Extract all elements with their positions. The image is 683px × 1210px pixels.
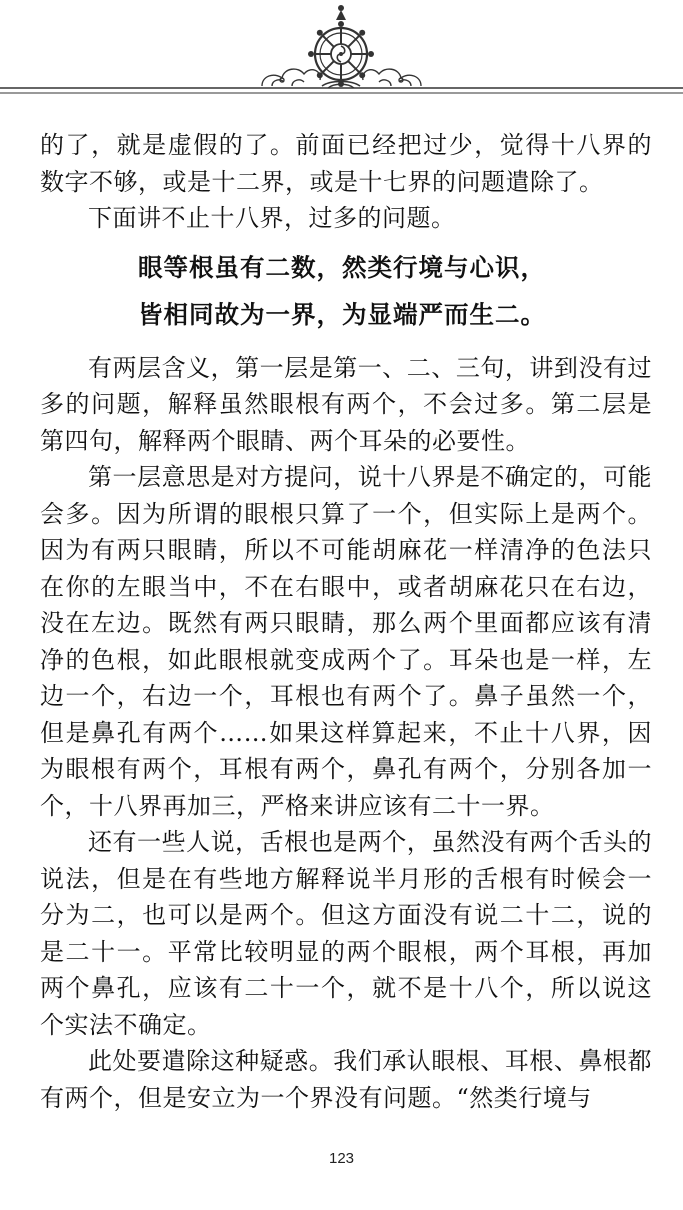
page-header: [0, 0, 683, 110]
page-body: [40, 127, 652, 1116]
body-paragraph: 有两层含义，第一层是第一、二、三句，讲到没有过多的问题，解释虽然眼根有两个，不会过多。第二层是第四句，解释两个眼睛、两个耳朵的必要性。: [40, 353, 652, 455]
page-number: 123: [328, 1150, 355, 1167]
body-paragraph: 第一层意思是对方提问，说十八界是不确定的，可能会多。因为所谓的眼根只算了一个，但实际上是两个。因为有两只眼睛，所以不可能胡麻花一样清净的色法只在你的左眼当中，不在右眼中，或者胡麻花只在右边，没在左边。既然有两只眼睛，那么两个里面都应该有清净的色根，如此眼根就变成两个了。耳朵也是一样，左边一个，右边一个，耳根也有两个了。鼻子虽然一个，但是鼻孔有两个……如果这样算起来，不止十八界，因为眼根有两个，耳根有两个，鼻孔有两个，分别各加一个，十八界再加三，严格来讲应该有二十一界。: [40, 463, 652, 820]
body-paragraph: 此处要遣除这种疑惑。我们承认眼根、耳根、鼻根都有两个，但是安立为一个界没有问题。“然类行境与: [40, 1047, 652, 1112]
body-paragraph: 下面讲不止十八界，过多的问题。: [88, 204, 456, 232]
verse-line: 眼等根虽有二数，然类行境与心识，: [138, 252, 546, 282]
auspicious-cloud-icon: [363, 69, 421, 86]
header-ornament: [0, 0, 683, 110]
verse-block: [40, 244, 652, 338]
auspicious-cloud-icon: [262, 69, 320, 86]
body-paragraph: 还有一些人说，舌根也是两个，虽然没有两个舌头的说法，但是在有些地方解释说半月形的舌根有时候会一分为二，也可以是两个。但这方面没有说二十二，说的是二十一。平常比较明显的两个眼根，两个耳根，再加两个鼻孔，应该有二十一个，就不是十八个，所以说这个实法不确定。: [40, 828, 652, 1039]
verse-line: 皆相同故为一界，为显端严而生二。: [138, 299, 546, 329]
body-paragraph: 的了，就是虚假的了。前面已经把过少，觉得十八界的数字不够，或是十二界，或是十七界的问题遣除了。: [40, 131, 652, 196]
dharma-wheel-icon: [308, 5, 374, 88]
